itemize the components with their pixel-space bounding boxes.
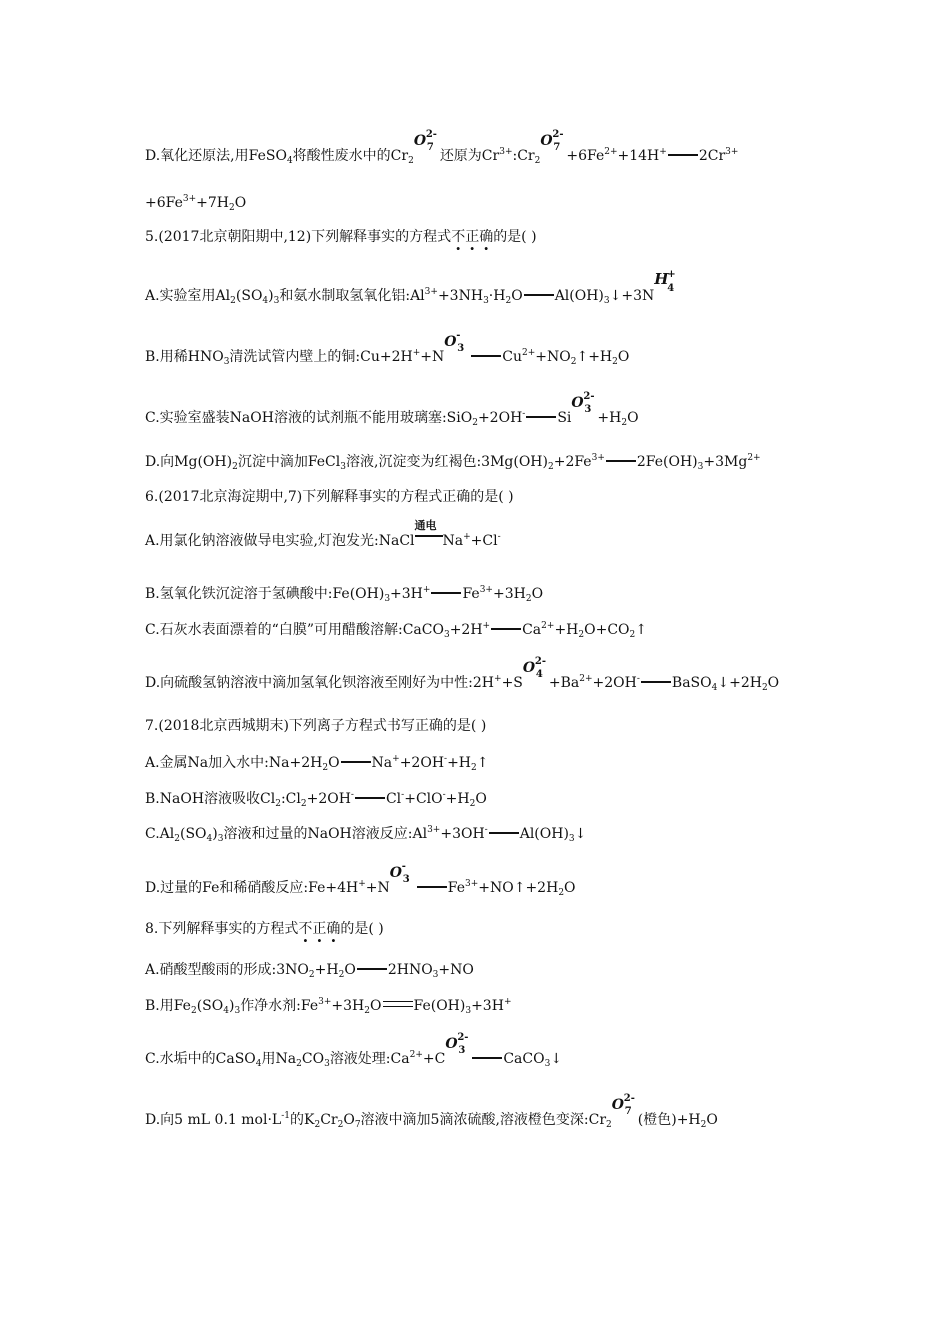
text: 溶液处理:Ca xyxy=(329,1051,410,1067)
subscript: 2 xyxy=(629,630,636,640)
superscript: + xyxy=(463,532,471,542)
q5-heading xyxy=(145,228,537,246)
superscript: - xyxy=(522,409,526,419)
subscript: 4 xyxy=(255,1059,262,1069)
h-sup: + xyxy=(667,269,676,280)
reaction-arrow-icon xyxy=(641,681,671,683)
subscript: 2 xyxy=(230,296,236,306)
text: +H xyxy=(447,755,472,771)
o-sup: 2- xyxy=(425,129,437,140)
text: ↑ xyxy=(476,755,489,771)
subscript: 3 xyxy=(432,970,439,980)
text: ↓+3N xyxy=(609,288,655,304)
text: +2OH xyxy=(399,755,445,771)
subscript: 3 xyxy=(603,296,610,306)
text: (SO xyxy=(235,288,263,304)
q8-option-b xyxy=(145,997,511,1015)
q5-option-a xyxy=(145,269,676,306)
subscript: 3 xyxy=(217,834,224,844)
text: +6Fe xyxy=(566,148,605,164)
subscript: 3 xyxy=(483,296,489,306)
text: 还原为Cr xyxy=(439,148,500,164)
superscript: + xyxy=(659,147,667,157)
subscript: 2 xyxy=(700,1120,707,1130)
dichromate-ion-symbol xyxy=(413,129,440,156)
text: 溶液中滴加5滴浓硫酸,溶液橙色变深:Cr xyxy=(360,1112,607,1128)
superscript: - xyxy=(444,754,448,764)
text: O xyxy=(370,998,382,1014)
text: +N xyxy=(365,880,390,896)
text: +H xyxy=(445,791,470,807)
subscript: 2 xyxy=(570,357,577,367)
text: Na xyxy=(371,755,393,771)
text: +2OH xyxy=(592,675,637,691)
text: O xyxy=(511,288,523,304)
superscript: 3+ xyxy=(424,287,438,297)
text: ↑+H xyxy=(576,349,613,365)
text: +3H xyxy=(492,586,526,602)
o-sup: 2- xyxy=(583,391,595,402)
reaction-arrow-icon xyxy=(341,761,371,763)
subscript: 4 xyxy=(206,834,213,844)
o-base: O xyxy=(611,1097,624,1113)
superscript: + xyxy=(503,997,512,1007)
text: B.用Fe xyxy=(145,998,191,1014)
text: ↓ xyxy=(574,826,587,842)
o-base: O xyxy=(522,660,536,676)
o-base: O xyxy=(413,133,427,149)
text: O xyxy=(531,586,544,602)
o-base: O xyxy=(540,133,553,149)
text: ↓+2H xyxy=(717,675,762,691)
text: +NO xyxy=(438,962,474,978)
text: +H xyxy=(597,410,622,426)
subscript: 2 xyxy=(322,763,329,773)
q8-option-c xyxy=(145,1032,563,1069)
text: (橙色)+H xyxy=(637,1112,701,1128)
superscript: 2+ xyxy=(409,1050,423,1060)
subscript: 2 xyxy=(408,156,414,166)
q6-option-a xyxy=(145,519,501,550)
superscript: + xyxy=(494,674,502,684)
superscript: 3+ xyxy=(591,453,605,463)
text: Al(OH) xyxy=(554,288,604,304)
superscript: 3+ xyxy=(479,585,493,595)
text: +H xyxy=(554,622,579,638)
text: D.过量的Fe和稀硝酸反应:Fe+4H xyxy=(145,880,359,896)
subscript: 2 xyxy=(606,1120,612,1130)
o-sup: - xyxy=(401,861,406,872)
reaction-arrow-icon xyxy=(526,416,556,418)
text: +2OH xyxy=(477,410,523,426)
superscript: 3+ xyxy=(725,147,739,157)
text: +3H xyxy=(390,586,423,602)
q4-option-d-line2 xyxy=(145,194,246,212)
subscript: 2 xyxy=(612,357,618,367)
text: +3OH xyxy=(440,826,485,842)
text: +NO xyxy=(535,349,571,365)
text: O xyxy=(617,349,630,365)
text: +N xyxy=(420,349,445,365)
text: B.氢氧化铁沉淀溶于氢碘酸中:Fe(OH) xyxy=(145,586,385,602)
q8-option-d xyxy=(145,1093,718,1130)
superscript: + xyxy=(422,585,431,595)
subscript: 3 xyxy=(544,1059,551,1069)
text: +3H xyxy=(471,998,504,1014)
text: (SO xyxy=(180,826,207,842)
superscript: 2+ xyxy=(604,147,618,157)
text: 用Na xyxy=(261,1051,297,1067)
emphasis-char: 不 xyxy=(451,229,466,245)
text: :Cl xyxy=(280,791,301,807)
text: C.实验室盛装NaOH溶液的试剂瓶不能用玻璃塞:SiO xyxy=(145,410,473,426)
text: D.向5 mL 0.1 mol·L xyxy=(145,1112,282,1128)
reaction-arrow-icon xyxy=(606,460,636,462)
nitrate-ion-symbol xyxy=(444,330,470,357)
text: 的是( ) xyxy=(493,229,537,245)
q5-option-c xyxy=(145,391,639,428)
text: 作净水剂:Fe xyxy=(240,998,319,1014)
subscript: 2 xyxy=(229,203,235,213)
nitrate-ion-symbol xyxy=(389,861,416,888)
subscript: 2 xyxy=(472,418,478,428)
subscript: 2 xyxy=(300,799,307,809)
o-sup: 2- xyxy=(623,1093,635,1104)
text: BaSO xyxy=(671,675,712,691)
text: CO xyxy=(301,1051,325,1067)
emphasis-char: 确 xyxy=(326,921,341,937)
text: O xyxy=(627,410,639,426)
text: +14H xyxy=(617,148,660,164)
text: B.用稀HNO xyxy=(145,349,224,365)
silicate-ion-symbol xyxy=(571,391,597,418)
subscript: 3 xyxy=(324,1059,330,1069)
superscript: -1 xyxy=(281,1111,290,1121)
emphasis-char: 确 xyxy=(479,229,494,245)
superscript: 3+ xyxy=(499,147,513,157)
superscript: + xyxy=(482,621,491,631)
text: +S xyxy=(501,675,523,691)
text: +Cl xyxy=(470,533,498,549)
text: 7.(2018北京西城期末)下列离子方程式书写正确的是( ) xyxy=(145,718,487,734)
subscript: 3 xyxy=(340,462,346,472)
electrolysis-arrow-icon xyxy=(414,519,443,543)
text: 5.(2017北京朝阳期中,12)下列解释事实的方程式 xyxy=(145,229,452,245)
superscript: 2+ xyxy=(747,453,761,463)
q7-option-c xyxy=(145,825,586,843)
subscript: 4 xyxy=(286,156,293,166)
subscript: 2 xyxy=(505,296,512,306)
text: +6Fe xyxy=(145,195,183,211)
text: Cr xyxy=(320,1112,338,1128)
text: ) xyxy=(268,288,274,304)
superscript: 2+ xyxy=(521,348,536,358)
o-sup: 2- xyxy=(552,129,564,140)
text: +Ba xyxy=(548,675,580,691)
subscript: 2 xyxy=(337,1120,344,1130)
text: Fe xyxy=(447,880,465,896)
h-base: H xyxy=(654,270,669,288)
o-sup: 2- xyxy=(534,656,546,667)
text: ·H xyxy=(488,288,506,304)
subscript: 3 xyxy=(697,462,704,472)
subscript: 4 xyxy=(262,296,269,306)
carbonate-ion-symbol xyxy=(445,1032,471,1059)
o-sub: 7 xyxy=(426,142,434,153)
subscript: 3 xyxy=(234,1006,241,1016)
subscript: 2 xyxy=(232,462,238,472)
text: O xyxy=(564,880,576,896)
text: O xyxy=(767,675,780,691)
text: +3NH xyxy=(437,288,484,304)
emphasis-char: 正 xyxy=(312,921,327,937)
text: A.实验室用Al xyxy=(145,288,231,304)
q8-option-a xyxy=(145,961,474,979)
text: 溶液和过量的NaOH溶液反应:Al xyxy=(223,826,428,842)
text: A.金属Na加入水中:Na+2H xyxy=(145,755,323,771)
subscript: 2 xyxy=(174,834,180,844)
equilibrium-arrow-icon xyxy=(383,1001,413,1007)
text: Ca xyxy=(522,622,542,638)
superscript: + xyxy=(358,879,366,889)
o-sub: 3 xyxy=(457,343,465,354)
q7-heading xyxy=(145,717,486,735)
superscript: - xyxy=(636,674,640,684)
ammonium-ion-symbol xyxy=(654,269,676,296)
o-sub: 3 xyxy=(584,404,592,415)
text: D.氧化还原法,用FeSO xyxy=(145,148,287,164)
o-sup: - xyxy=(456,330,461,341)
superscript: 3+ xyxy=(427,825,441,835)
subscript: 2 xyxy=(534,156,541,166)
text: C.Al xyxy=(145,826,175,842)
superscript: + xyxy=(392,754,400,764)
text: ) xyxy=(228,998,235,1014)
q8-heading xyxy=(145,920,384,938)
q4-option-d-line1 xyxy=(145,129,739,166)
subscript: 2 xyxy=(525,594,532,604)
emphasis-char: 正 xyxy=(465,229,480,245)
superscript: 3+ xyxy=(318,997,332,1007)
superscript: 3+ xyxy=(464,879,479,889)
text: O xyxy=(344,962,356,978)
h-sub: 4 xyxy=(667,283,675,294)
text: Fe xyxy=(462,586,480,602)
text: 将酸性废水中的Cr xyxy=(292,148,409,164)
subscript: 2 xyxy=(621,418,628,428)
q7-option-a xyxy=(145,754,489,772)
text: 溶液,沉淀变为红褐色:3Mg(OH) xyxy=(346,454,548,470)
text: Cl xyxy=(385,791,402,807)
o-sub: 3 xyxy=(402,874,410,885)
electrolysis-label: 通电 xyxy=(414,519,437,532)
subscript: 3 xyxy=(273,296,280,306)
o-sub: 7 xyxy=(553,142,561,153)
text: 2HNO xyxy=(387,962,433,978)
q7-option-d xyxy=(145,861,576,898)
superscript: - xyxy=(350,790,354,800)
o-base: O xyxy=(571,395,584,411)
subscript: 2 xyxy=(308,970,315,980)
text: ↑ xyxy=(635,622,647,638)
text: ↓ xyxy=(550,1051,563,1067)
text: D.向硫酸氢钠溶液中滴加氢氧化钡溶液至刚好为中性:2H xyxy=(145,675,495,691)
subscript: 2 xyxy=(314,1120,321,1130)
text: Al(OH) xyxy=(519,826,569,842)
reaction-arrow-icon xyxy=(431,592,461,594)
text: (SO xyxy=(196,998,224,1014)
text: 沉淀中滴加FeCl xyxy=(237,454,341,470)
superscript: 2+ xyxy=(541,621,555,631)
text: 的是( ) xyxy=(340,921,384,937)
arrow-bar xyxy=(415,535,443,537)
reaction-arrow-icon xyxy=(489,832,519,834)
text: 2Cr xyxy=(698,148,726,164)
text: Na xyxy=(442,533,464,549)
text: 清洗试管内壁上的铜:Cu+2H xyxy=(229,349,413,365)
o-base: O xyxy=(444,334,457,350)
text: +3H xyxy=(331,998,365,1014)
superscript: - xyxy=(401,790,405,800)
text: CaCO xyxy=(503,1051,545,1067)
subscript: 4 xyxy=(711,683,718,693)
q6-heading xyxy=(145,488,514,506)
subscript: 2 xyxy=(338,970,345,980)
superscript: - xyxy=(484,825,488,835)
text: O xyxy=(706,1112,718,1128)
superscript: - xyxy=(442,790,446,800)
subscript: 2 xyxy=(275,799,281,809)
text: 和氨水制取氢氧化铝:Al xyxy=(279,288,425,304)
text: :Cr xyxy=(512,148,535,164)
text: 的K xyxy=(289,1112,315,1128)
text: O xyxy=(328,755,340,771)
text: 6.(2017北京海淀期中,7)下列解释事实的方程式正确的是( ) xyxy=(145,489,514,505)
text: ) xyxy=(212,826,218,842)
subscript: 2 xyxy=(471,763,477,773)
text: +3Mg xyxy=(703,454,748,470)
reaction-arrow-icon xyxy=(524,294,554,296)
dichromate-ion-symbol xyxy=(611,1093,638,1120)
sulfate-ion-symbol xyxy=(522,656,549,683)
subscript: 4 xyxy=(223,1006,229,1016)
text: +2H xyxy=(449,622,483,638)
text: A.硝酸型酸雨的形成:3NO xyxy=(145,962,309,978)
reaction-arrow-icon xyxy=(668,154,698,156)
text: +H xyxy=(314,962,339,978)
q5-option-d xyxy=(145,453,761,471)
text: 8.下列解释事实的方程式 xyxy=(145,921,299,937)
text: B.NaOH溶液吸收Cl xyxy=(145,791,276,807)
o-sub: 3 xyxy=(458,1045,466,1056)
superscript: 3+ xyxy=(182,194,197,204)
superscript: + xyxy=(412,348,421,358)
text: 2Fe(OH) xyxy=(636,454,698,470)
q6-option-c xyxy=(145,621,647,639)
text: Si xyxy=(557,410,572,426)
reaction-arrow-icon xyxy=(471,355,501,357)
text: C.石灰水表面漂着的“白膜”可用醋酸溶解:CaCO xyxy=(145,622,444,638)
o-sup: 2- xyxy=(457,1032,469,1043)
text: O xyxy=(234,195,247,211)
text: +2OH xyxy=(306,791,351,807)
subscript: 2 xyxy=(296,1059,302,1069)
superscript: - xyxy=(497,532,501,542)
subscript: 3 xyxy=(223,357,230,367)
o-base: O xyxy=(389,865,402,881)
subscript: 3 xyxy=(384,594,391,604)
q7-option-b xyxy=(145,790,487,808)
subscript: 3 xyxy=(568,834,575,844)
text: Cu xyxy=(502,349,522,365)
o-sub: 7 xyxy=(624,1106,632,1117)
subscript: 7 xyxy=(354,1120,361,1130)
q5-option-b xyxy=(145,330,630,367)
reaction-arrow-icon xyxy=(355,797,385,799)
subscript: 2 xyxy=(578,630,585,640)
text: +2Fe xyxy=(553,454,592,470)
dichromate-ion-symbol xyxy=(540,129,566,156)
subscript: 2 xyxy=(469,799,476,809)
text: +7H xyxy=(196,195,230,211)
o-sub: 4 xyxy=(535,669,543,680)
text: +NO↑+2H xyxy=(478,880,559,896)
subscript: 2 xyxy=(364,1006,371,1016)
subscript: 2 xyxy=(761,683,768,693)
q6-option-d xyxy=(145,656,780,693)
subscript: 2 xyxy=(547,462,554,472)
text: A.用氯化钠溶液做导电实验,灯泡发光:NaCl xyxy=(145,533,415,549)
reaction-arrow-icon xyxy=(417,886,447,888)
subscript: 2 xyxy=(190,1006,197,1016)
superscript: 2+ xyxy=(579,674,593,684)
reaction-arrow-icon xyxy=(357,968,387,970)
text: O+CO xyxy=(584,622,630,638)
o-base: O xyxy=(445,1036,458,1052)
text: +ClO xyxy=(404,791,443,807)
text: O xyxy=(343,1112,355,1128)
text: +C xyxy=(422,1051,446,1067)
text: O xyxy=(475,791,487,807)
subscript: 2 xyxy=(558,888,565,898)
subscript: 3 xyxy=(443,630,450,640)
q6-option-b xyxy=(145,585,543,603)
reaction-arrow-icon xyxy=(472,1057,502,1059)
text: C.水垢中的CaSO xyxy=(145,1051,256,1067)
subscript: 3 xyxy=(465,1006,472,1016)
emphasis-char: 不 xyxy=(298,921,313,937)
text: Fe(OH) xyxy=(413,998,466,1014)
text: D.向Mg(OH) xyxy=(145,454,233,470)
reaction-arrow-icon xyxy=(491,628,521,630)
